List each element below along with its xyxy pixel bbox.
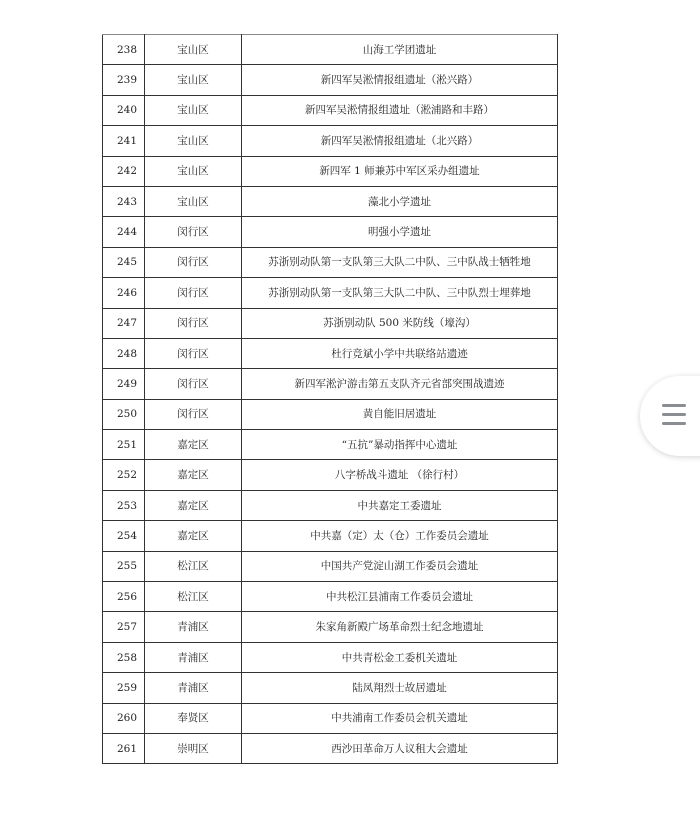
site-name-cell: 中共嘉（定）太（仓）工作委员会遗址: [242, 521, 558, 551]
district-cell: 宝山区: [145, 156, 242, 186]
table-body: [103, 35, 558, 764]
table-row: [103, 460, 558, 490]
table-row: [103, 490, 558, 520]
table-row: [103, 582, 558, 612]
site-name-cell: 苏浙别动队第一支队第三大队二中队、三中队烈士埋葬地: [242, 278, 558, 308]
district-cell: 奉贤区: [145, 703, 242, 733]
district-cell: 宝山区: [145, 95, 242, 125]
district-cell: 嘉定区: [145, 521, 242, 551]
row-number-cell: 259: [103, 673, 145, 703]
district-cell: 闵行区: [145, 278, 242, 308]
district-cell: 崇明区: [145, 733, 242, 763]
district-cell: 宝山区: [145, 65, 242, 95]
table-row: [103, 551, 558, 581]
row-number-cell: 256: [103, 582, 145, 612]
district-cell: 闵行区: [145, 247, 242, 277]
row-number-cell: 243: [103, 186, 145, 216]
row-number-cell: 258: [103, 642, 145, 672]
site-name-cell: 苏浙别动队 500 米防线（壕沟）: [242, 308, 558, 338]
district-cell: 松江区: [145, 582, 242, 612]
district-cell: 嘉定区: [145, 430, 242, 460]
site-name-cell: 朱家角新殿广场革命烈士纪念地遗址: [242, 612, 558, 642]
site-name-cell: 山海工学团遗址: [242, 35, 558, 65]
site-name-cell: 新四军 1 师兼苏中军区采办组遗址: [242, 156, 558, 186]
district-cell: 嘉定区: [145, 490, 242, 520]
row-number-cell: 253: [103, 490, 145, 520]
table-row: [103, 95, 558, 125]
district-cell: 松江区: [145, 551, 242, 581]
district-cell: 宝山区: [145, 35, 242, 65]
district-cell: 嘉定区: [145, 460, 242, 490]
table-row: [103, 156, 558, 186]
table-row: [103, 35, 558, 65]
row-number-cell: 257: [103, 612, 145, 642]
table-row: [103, 65, 558, 95]
site-name-cell: 藻北小学遗址: [242, 186, 558, 216]
table-row: [103, 278, 558, 308]
row-number-cell: 251: [103, 430, 145, 460]
table-row: [103, 612, 558, 642]
district-cell: 青浦区: [145, 612, 242, 642]
row-number-cell: 246: [103, 278, 145, 308]
row-number-cell: 241: [103, 126, 145, 156]
site-name-cell: 西沙田革命万人议租大会遗址: [242, 733, 558, 763]
district-cell: 宝山区: [145, 186, 242, 216]
row-number-cell: 242: [103, 156, 145, 186]
site-name-cell: 新四军吴淞情报组遗址（北兴路）: [242, 126, 558, 156]
district-cell: 青浦区: [145, 642, 242, 672]
district-cell: 闵行区: [145, 217, 242, 247]
site-name-cell: 中共青松金工委机关遗址: [242, 642, 558, 672]
row-number-cell: 247: [103, 308, 145, 338]
row-number-cell: 248: [103, 338, 145, 368]
row-number-cell: 244: [103, 217, 145, 247]
district-cell: 闵行区: [145, 338, 242, 368]
table-row: [103, 308, 558, 338]
district-cell: 青浦区: [145, 673, 242, 703]
table-row: [103, 369, 558, 399]
row-number-cell: 254: [103, 521, 145, 551]
table-row: [103, 186, 558, 216]
row-number-cell: 255: [103, 551, 145, 581]
table-row: [103, 521, 558, 551]
table-row: [103, 247, 558, 277]
site-name-cell: 中共嘉定工委遗址: [242, 490, 558, 520]
row-number-cell: 240: [103, 95, 145, 125]
table-row: [103, 642, 558, 672]
row-number-cell: 252: [103, 460, 145, 490]
row-number-cell: 238: [103, 35, 145, 65]
district-cell: 闵行区: [145, 399, 242, 429]
district-cell: 闵行区: [145, 369, 242, 399]
table-row: [103, 703, 558, 733]
table-row: [103, 217, 558, 247]
site-name-cell: 中共松江县浦南工作委员会遗址: [242, 582, 558, 612]
table-row: [103, 673, 558, 703]
hamburger-menu-icon: [662, 402, 688, 430]
table-row: [103, 126, 558, 156]
table-row: [103, 399, 558, 429]
site-name-cell: 杜行竞斌小学中共联络站遗迹: [242, 338, 558, 368]
row-number-cell: 249: [103, 369, 145, 399]
site-name-cell: 八字桥战斗遗址 （徐行村）: [242, 460, 558, 490]
row-number-cell: 245: [103, 247, 145, 277]
site-name-cell: 苏浙别动队第一支队第三大队二中队、三中队战士牺牲地: [242, 247, 558, 277]
site-name-cell: 明强小学遗址: [242, 217, 558, 247]
site-name-cell: 黄自能旧居遗址: [242, 399, 558, 429]
site-name-cell: 新四军淞沪游击第五支队齐元省部突围战遗迹: [242, 369, 558, 399]
site-name-cell: 新四军吴淞情报组遗址（淞兴路）: [242, 65, 558, 95]
row-number-cell: 260: [103, 703, 145, 733]
site-name-cell: “五抗”暴动指挥中心遗址: [242, 430, 558, 460]
site-name-cell: 陆凤翔烈士故居遗址: [242, 673, 558, 703]
row-number-cell: 239: [103, 65, 145, 95]
table-row: [103, 338, 558, 368]
heritage-sites-table: [102, 34, 558, 764]
row-number-cell: 250: [103, 399, 145, 429]
district-cell: 宝山区: [145, 126, 242, 156]
site-name-cell: 新四军吴淞情报组遗址（淞浦路和丰路）: [242, 95, 558, 125]
table-row: [103, 733, 558, 763]
floating-menu-button[interactable]: [640, 376, 700, 456]
site-name-cell: 中共浦南工作委员会机关遗址: [242, 703, 558, 733]
row-number-cell: 261: [103, 733, 145, 763]
district-cell: 闵行区: [145, 308, 242, 338]
table-row: [103, 430, 558, 460]
site-name-cell: 中国共产党淀山湖工作委员会遗址: [242, 551, 558, 581]
